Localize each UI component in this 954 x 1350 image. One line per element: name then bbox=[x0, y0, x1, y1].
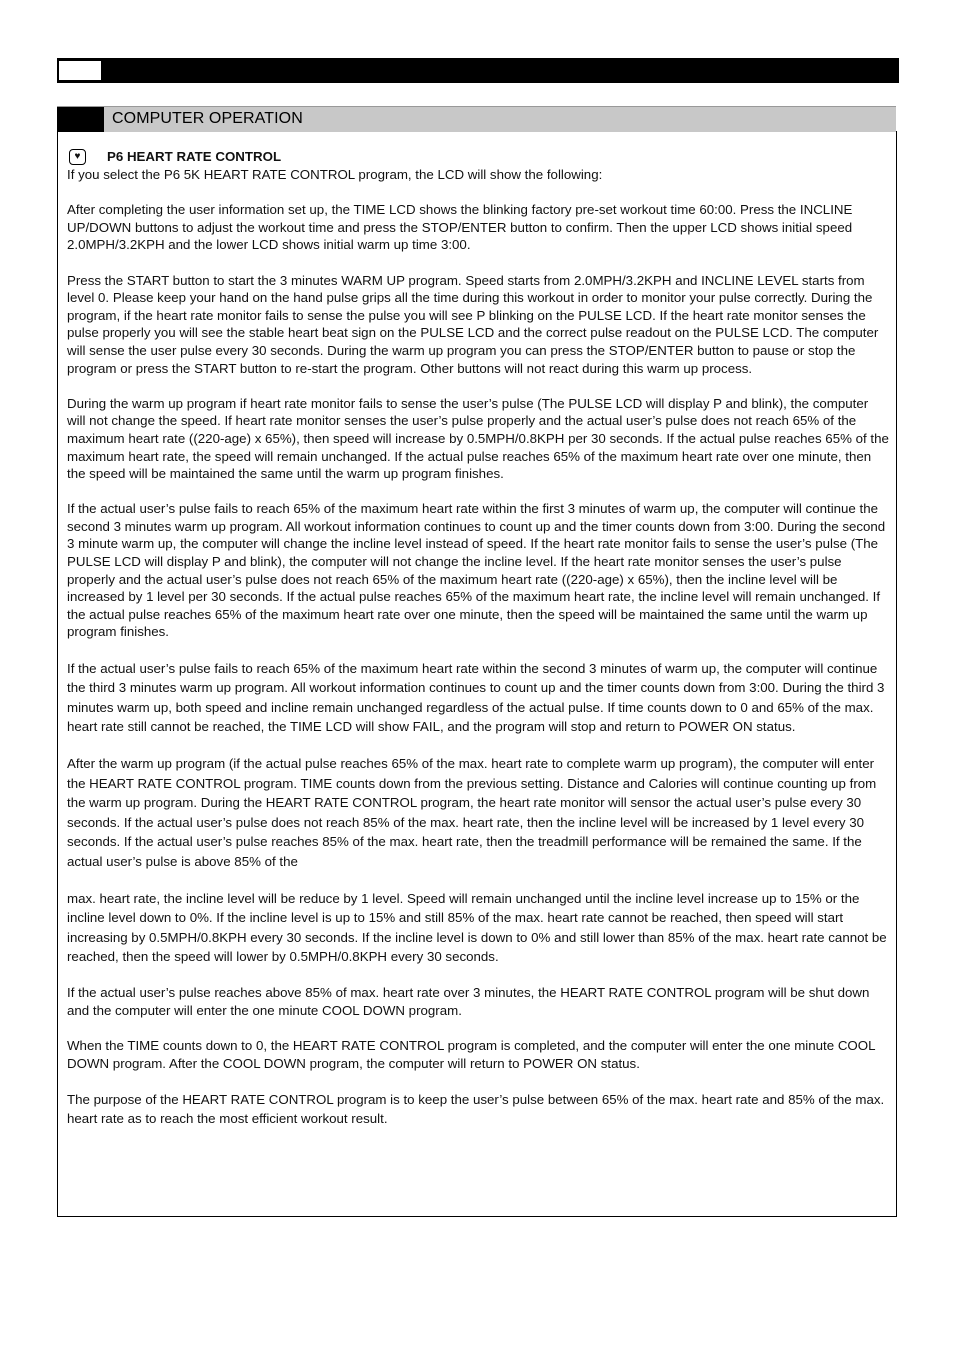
section-header bbox=[57, 106, 896, 132]
paragraph: After the warm up program (if the actual pulse reaches 65% of the max. heart rate to complete warm up program), the computer will enter the HEART RATE CONTROL program. TIME counts down from the previous setting. Distance and Calories will continue counting up from the warm up program. During the HEART RATE CONTROL program, the heart rate monitor will sensor the actual user’s pulse every 30 seconds. If the actual user’s pulse does not reach 85% of the max. heart rate, then the incline level will be increased by 1 level every 30 seconds. If the actual user’s pulse reaches 85% of the max. heart rate, then the treadmill performance will be remained the same. If the actual user’s pulse is above 85% of the bbox=[67, 756, 877, 869]
page-number-box bbox=[59, 61, 101, 80]
section-header-block bbox=[57, 107, 104, 132]
page-top-bar bbox=[57, 58, 899, 83]
paragraph: When the TIME counts down to 0, the HEART RATE CONTROL program is completed, and the computer will enter the one minute COOL DOWN program. After the COOL DOWN program, the computer will return to POWER ON status. bbox=[67, 1038, 876, 1071]
paragraph: If the actual user’s pulse reaches above 85% of max. heart rate over 3 minutes, the HEART RATE CONTROL program will be shut down and the computer will enter the one minute COOL DOWN program. bbox=[67, 985, 870, 1018]
paragraph: If the actual user’s pulse fails to reach 65% of the maximum heart rate within the second 3 minutes of warm up, the computer will continue the third 3 minutes warm up program. All workout information continues to count up and the timer counts down from 3:00. During the third 3 minutes warm up, both speed and incline remain unchanged regardless of the actual pulse. If time counts down to 0 and 65% of the max. heart rate still cannot be reached, the TIME LCD will show FAIL, and the program will stop and return to POWER ON status. bbox=[67, 660, 885, 735]
program-heading-row bbox=[67, 148, 889, 166]
paragraph: max. heart rate, the incline level will be reduce by 1 level. Speed will remain unchanged until the incline level increase up to 15% or the incline level down to 0%. If the incline level is up to 15% and still 85% of the max. heart rate cannot be reached, then speed will start increasing by 0.5MPH/0.8KPH every 30 seconds. If the incline level is down to 0% and still lower than 85% of the max. heart rate cannot be reached, then the speed will lower by 0.5MPH/0.8KPH every 30 seconds. bbox=[67, 890, 887, 965]
paragraph: If the actual user’s pulse fails to reach 65% of the maximum heart rate within the first 3 minutes of warm up, the computer will continue the second 3 minutes warm up program. All workout information continues to count up and the timer counts down from 3:00. During the second 3 minute warm up, the computer will change the incline level instead of speed. If the heart rate monitor fails to sense the user’s pulse (The PULSE LCD will display P and blink), the computer will not change the incline level. If the heart rate monitor senses the user’s pulse properly and the actual user’s pulse does not reach 65% of the maximum heart rate ((220-age) x 65%), then the incline level will be increased by 1 level per 30 seconds. If the actual pulse reaches 65% of the maximum heart rate, the incline level will remain unchanged. If the actual pulse reaches 65% of the maximum heart rate over one minute, then the speed will be maintained the same until the warm up program finishes. bbox=[67, 501, 886, 640]
heart-icon: ♥ bbox=[69, 149, 86, 165]
paragraph: If you select the P6 5K HEART RATE CONTROL program, the LCD will show the following: bbox=[67, 167, 603, 182]
content-box bbox=[57, 131, 897, 1217]
paragraph: After completing the user information set up, the TIME LCD shows the blinking factory pre-set workout time 60:00. Press the INCLINE UP/DOWN buttons to adjust the workout time and press the STOP/ENTER button to confirm. Then the upper LCD shows initial speed 2.0MPH/3.2KPH and the lower LCD shows initial warm up time 3:00. bbox=[67, 202, 853, 253]
paragraph: The purpose of the HEART RATE CONTROL program is to keep the user’s pulse between 65% of the max. heart rate and 85% of the max. heart rate as to reach the most efficient workout result. bbox=[67, 1091, 885, 1127]
paragraph: During the warm up program if heart rate monitor fails to sense the user’s pulse (The PULSE LCD will display P and blink), the computer will not change the speed. If heart rate monitor senses the user’s pulse properly and the actual user’s pulse does not reach 65% of the maximum heart rate ((220-age) x 65%), then speed will increase by 0.5MPH/0.8KPH per 30 seconds. If the actual pulse reaches 65% of the maximum heart rate, the speed will remain unchanged. If the actual pulse reaches 65% of the maximum heart rate over one minute, then the speed will be maintained the same until the warm up program finishes. bbox=[67, 395, 889, 482]
section-title: COMPUTER OPERATION bbox=[112, 110, 303, 127]
program-heading: P6 HEART RATE CONTROL bbox=[107, 149, 282, 165]
content-body bbox=[67, 148, 889, 1147]
paragraph: Press the START button to start the 3 minutes WARM UP program. Speed starts from 2.0MPH/3.2KPH and INCLINE LEVEL starts from level 0. Please keep your hand on the hand pulse grips all the time during this workout in order to monitor your pulse correctly. During the program, if the heart rate monitor fails to sense the pulse you will see P blinking on the PULSE LCD. If the heart rate monitor senses the pulse properly you will see the stable heart beat sign on the PULSE LCD and the correct pulse readout on the PULSE LCD. The computer will sense the user pulse every 30 seconds. During the warm up program you can press the STOP/ENTER button to pause or stop the program or press the START button to re-start the program. Other buttons will not react during this warm up process. bbox=[67, 272, 879, 376]
